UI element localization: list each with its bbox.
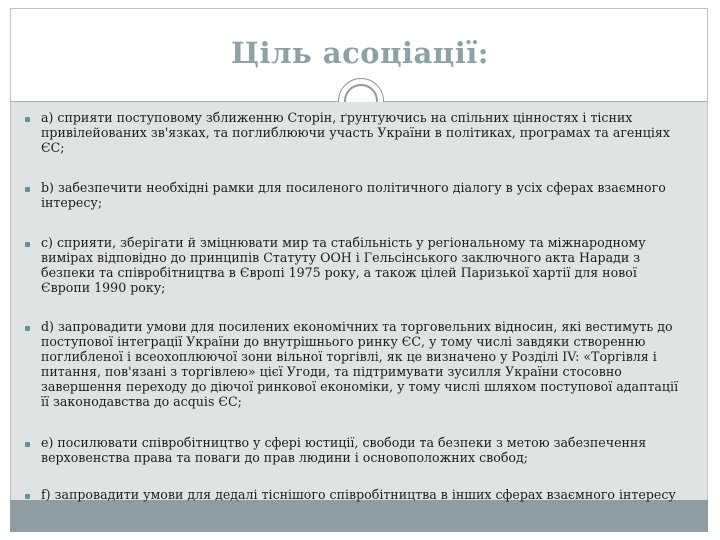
bullet-text: b) забезпечити необхідні рамки для посиленого політичного діалогу в усіх сферах взаємного інтересу; — [41, 180, 666, 210]
bullet-square-icon — [25, 326, 30, 331]
bullet-text: c) сприяти, зберігати й зміцнювати мир та стабільність у регіональному та міжнародному вимірах відповідно до принципів Статуту ООН і Гельсінського заключного акта Наради з безпеки та співробітництва в Європі 1975 року, а також цілей Паризької хартії для нової Європи 1990 року; — [41, 235, 646, 295]
bullet-square-icon — [25, 117, 30, 122]
bullet-text: d) запровадити умови для посилених економічних та торговельних відносин, які вестимуть до поступової інтеграції України до внутрішнього ринку ЄС, у тому числі завдяки створенню поглибленої і всеохоплюючої зони вільної торгівлі, як це визначено у Розділі IV: «Торгівля і питання, пов'язані з торгівлею» цієї Угоди, та підтримувати зусилля України стосовно завершення переходу до діючої ринкової економіки, у тому числі шляхом поступової адаптації її законодавства до acquis ЄС; — [41, 319, 679, 409]
bullet-text: e) посилювати співробітництво у сфері юстиції, свободи та безпеки з метою забезпечення верховенства права та поваги до прав людини і основоположних свобод; — [41, 435, 647, 465]
bullet-square-icon — [25, 494, 30, 499]
bullet-text: f) запровадити умови для дедалі тіснішого співробітництва в інших сферах взаємного інтересу — [41, 487, 676, 502]
bullet-list — [11, 102, 707, 500]
bullet-square-icon — [25, 442, 30, 447]
slide-title: Ціль асоціації: — [231, 36, 489, 70]
bullet-text: a) сприяти поступовому зближенню Сторін, ґрунтуючись на спільних цінностях і тісних привілейованих зв'язках, та поглиблюючи участь України в політиках, програмах та агенціях ЄС; — [41, 110, 670, 155]
bullet-square-icon — [25, 187, 30, 192]
footer-band — [10, 500, 708, 532]
bullet-square-icon — [25, 242, 30, 247]
